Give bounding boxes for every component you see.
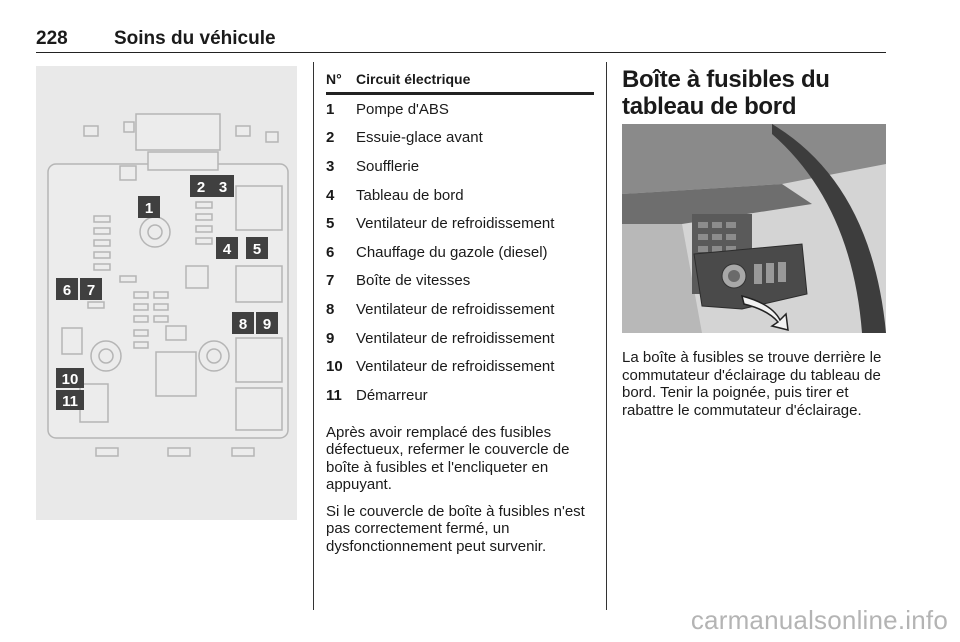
relay-6 bbox=[62, 328, 82, 354]
col-circuit-header: Circuit électrique bbox=[356, 71, 471, 87]
fuse-circuit: Boîte de vitesses bbox=[356, 272, 471, 290]
relay-1 bbox=[236, 186, 282, 230]
fuse-circuit: Soufflerie bbox=[356, 157, 420, 175]
label-7: 7 bbox=[86, 282, 96, 299]
page-number: 228 bbox=[36, 28, 68, 49]
fuse-circuit: Ventilateur de refroidissement bbox=[356, 329, 555, 347]
paragraph-cover-warning: Si le couvercle de boîte à fusibles n'est pas correctement fermé, un dysfonctionnement peut survenir. bbox=[326, 502, 585, 555]
fuse-circuit: Essuie-glace avant bbox=[356, 129, 483, 147]
table-row bbox=[326, 381, 594, 410]
relay-7 bbox=[80, 384, 108, 422]
label-5: 5 bbox=[252, 241, 262, 258]
paragraph-fuse-box-location: La boîte à fusibles se trouve derrière le commutateur d'éclairage du tableau de bord. Tenir la poignée, puis tirer et rabattre le commutateur d'éclairage. bbox=[622, 349, 882, 419]
table-row bbox=[326, 238, 594, 267]
fuse-circuit: Ventilateur de refroidissement bbox=[356, 300, 555, 318]
table-row bbox=[326, 209, 594, 238]
top-connector bbox=[136, 114, 220, 150]
section-title: Soins du véhicule bbox=[114, 28, 276, 49]
fuse-number: 9 bbox=[326, 329, 335, 347]
right-column bbox=[622, 66, 888, 120]
fuse-circuit: Ventilateur de refroidissement bbox=[356, 215, 555, 233]
fuse-number: 10 bbox=[326, 358, 343, 376]
paragraph-replace-fuses: Après avoir remplacé des fusibles défectueux, refermer le couvercle de boîte à fusibles et l'encliqueter en appuyant. bbox=[326, 423, 570, 494]
label-8: 8 bbox=[238, 316, 248, 333]
fuse-table-header bbox=[326, 66, 594, 95]
table-row bbox=[326, 152, 594, 181]
fuse-box-diagram bbox=[36, 66, 297, 520]
table-row bbox=[326, 352, 594, 381]
fuse-circuit: Pompe d'ABS bbox=[356, 100, 449, 118]
fuse-number: 6 bbox=[326, 243, 335, 261]
fuse-circuit: Tableau de bord bbox=[356, 186, 464, 204]
label-9: 9 bbox=[262, 316, 272, 333]
fuse-table-body bbox=[326, 95, 594, 410]
label-11: 11 bbox=[62, 393, 78, 410]
fuse-number: 8 bbox=[326, 300, 335, 318]
fuse-number: 11 bbox=[326, 386, 342, 404]
instrument-panel-photo bbox=[622, 124, 886, 333]
label-10: 10 bbox=[61, 371, 79, 388]
instrument-panel-illustration bbox=[622, 124, 886, 333]
relay-4 bbox=[236, 388, 282, 430]
page-header bbox=[36, 28, 886, 53]
fuse-number: 7 bbox=[326, 272, 335, 290]
label-4: 4 bbox=[222, 241, 232, 258]
relay-2 bbox=[236, 266, 282, 302]
fuse-circuit: Ventilateur de refroidissement bbox=[356, 358, 555, 376]
table-row bbox=[326, 295, 594, 324]
fuse-number: 5 bbox=[326, 215, 335, 233]
fuse-circuit: Démarreur bbox=[356, 386, 428, 404]
column-divider-right bbox=[606, 62, 607, 610]
table-row bbox=[326, 267, 594, 296]
fuse-number: 2 bbox=[326, 129, 335, 147]
table-row bbox=[326, 181, 594, 210]
fuse-box-drawing bbox=[36, 66, 297, 520]
fuse-number: 3 bbox=[326, 157, 335, 175]
fuse-number: 1 bbox=[326, 100, 335, 118]
fuse-circuit: Chauffage du gazole (diesel) bbox=[356, 243, 548, 261]
instrument-panel-fuse-box-heading: Boîte à fusibles du tableau de bord bbox=[622, 66, 830, 120]
relay-5 bbox=[156, 352, 196, 396]
label-2: 2 bbox=[196, 179, 206, 196]
table-row bbox=[326, 124, 594, 153]
table-row bbox=[326, 324, 594, 353]
relay-3 bbox=[236, 338, 282, 382]
label-6: 6 bbox=[62, 282, 72, 299]
table-row bbox=[326, 95, 594, 124]
column-divider-left bbox=[313, 62, 314, 610]
col-number-header: N° bbox=[326, 71, 342, 87]
label-3: 3 bbox=[218, 179, 228, 196]
label-1: 1 bbox=[144, 200, 154, 217]
fuse-number: 4 bbox=[326, 186, 335, 204]
watermark: carmanualsonline.info bbox=[690, 605, 948, 635]
fuse-table-column bbox=[326, 66, 594, 555]
